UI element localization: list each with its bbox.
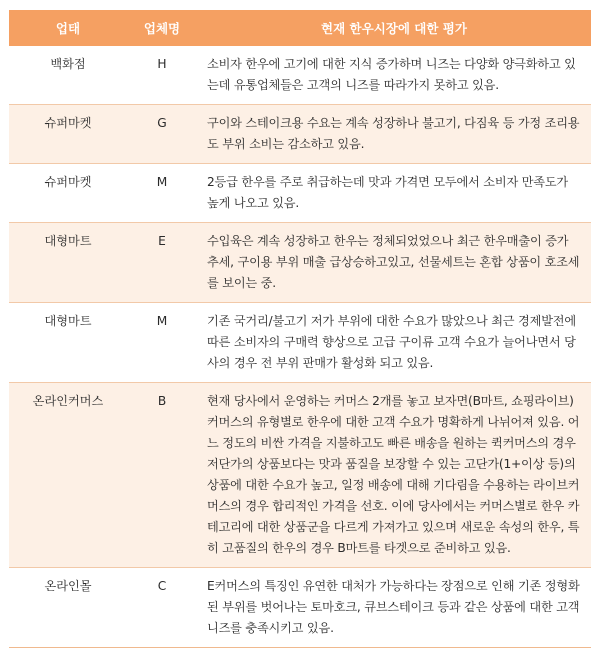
cell-company-name: C <box>127 568 197 648</box>
cell-business-type: 대형마트 <box>9 223 127 303</box>
table-body <box>9 46 591 648</box>
cell-company-name: B <box>127 383 197 568</box>
cell-business-type: 슈퍼마켓 <box>9 105 127 164</box>
table-row <box>9 46 591 105</box>
cell-evaluation: 현재 당사에서 운영하는 커머스 2개를 놓고 보자면(B마트, 쇼핑라이브) 커머스의 유형별로 한우에 대한 고객 수요가 명확하게 나뉘어져 있음. 어느 정도의 비싼 가격을 지불하고도 빠른 배송을 원하는 퀵커머스의 경우 저단가의 상품보다는 맛과 품질을 보장할 수 있는 고단가(1+이상 등)의 상품에 대한 수요가 높고, 일정 배송에 대해 기다림을 수용하는 라이브커머스의 경우 합리적인 가격을 선호. 이에 당사에서는 커머스별로 한우 카테고리에 대한 상품군을 다르게 가져가고 있으며 새로운 속성의 한우, 특히 고품질의 한우의 경우 B마트를 타겟으로 준비하고 있음. <box>197 383 591 568</box>
table-header <box>9 10 591 46</box>
cell-evaluation: E커머스의 특징인 유연한 대처가 가능하다는 장점으로 인해 기존 정형화된 부위를 벗어나는 토마호크, 큐브스테이크 등과 같은 상품에 대한 고객 니즈를 충족시키고 있음. <box>197 568 591 648</box>
cell-evaluation: 소비자 한우에 고기에 대한 지식 증가하며 니즈는 다양화 양극화하고 있는데 유통업체들은 고객의 니즈를 따라가지 못하고 있음. <box>197 46 591 105</box>
table-row <box>9 383 591 568</box>
cell-company-name: M <box>127 164 197 223</box>
table-row <box>9 105 591 164</box>
cell-company-name: G <box>127 105 197 164</box>
cell-evaluation: 수입육은 계속 성장하고 한우는 정체되었었으나 최근 한우매출이 증가 추세, 구이용 부위 매출 급상승하고있고, 선물세트는 혼합 상품이 호조세를 보이는 중. <box>197 223 591 303</box>
cell-business-type: 백화점 <box>9 46 127 105</box>
table-row <box>9 164 591 223</box>
table-row <box>9 568 591 648</box>
market-evaluation-table <box>9 10 591 648</box>
header-market-evaluation: 현재 한우시장에 대한 평가 <box>197 10 591 46</box>
cell-business-type: 온라인커머스 <box>9 383 127 568</box>
cell-company-name: M <box>127 303 197 383</box>
cell-evaluation: 기존 국거리/불고기 저가 부위에 대한 수요가 많았으나 최근 경제발전에 따른 소비자의 구매력 향상으로 고급 구이류 고객 수요가 늘어나면서 당사의 경우 전 부위 판매가 활성화 되고 있음. <box>197 303 591 383</box>
cell-company-name: H <box>127 46 197 105</box>
header-company-name: 업체명 <box>127 10 197 46</box>
header-business-type: 업태 <box>9 10 127 46</box>
evaluation-table-container <box>9 0 591 648</box>
cell-company-name: E <box>127 223 197 303</box>
cell-business-type: 온라인몰 <box>9 568 127 648</box>
cell-evaluation: 구이와 스테이크용 수요는 계속 성장하나 불고기, 다짐육 등 가정 조리용도 부위 소비는 감소하고 있음. <box>197 105 591 164</box>
cell-business-type: 슈퍼마켓 <box>9 164 127 223</box>
cell-evaluation: 2등급 한우를 주로 취급하는데 맛과 가격면 모두에서 소비자 만족도가 높게 나오고 있음. <box>197 164 591 223</box>
header-row <box>9 10 591 46</box>
cell-business-type: 대형마트 <box>9 303 127 383</box>
table-row <box>9 303 591 383</box>
table-row <box>9 223 591 303</box>
